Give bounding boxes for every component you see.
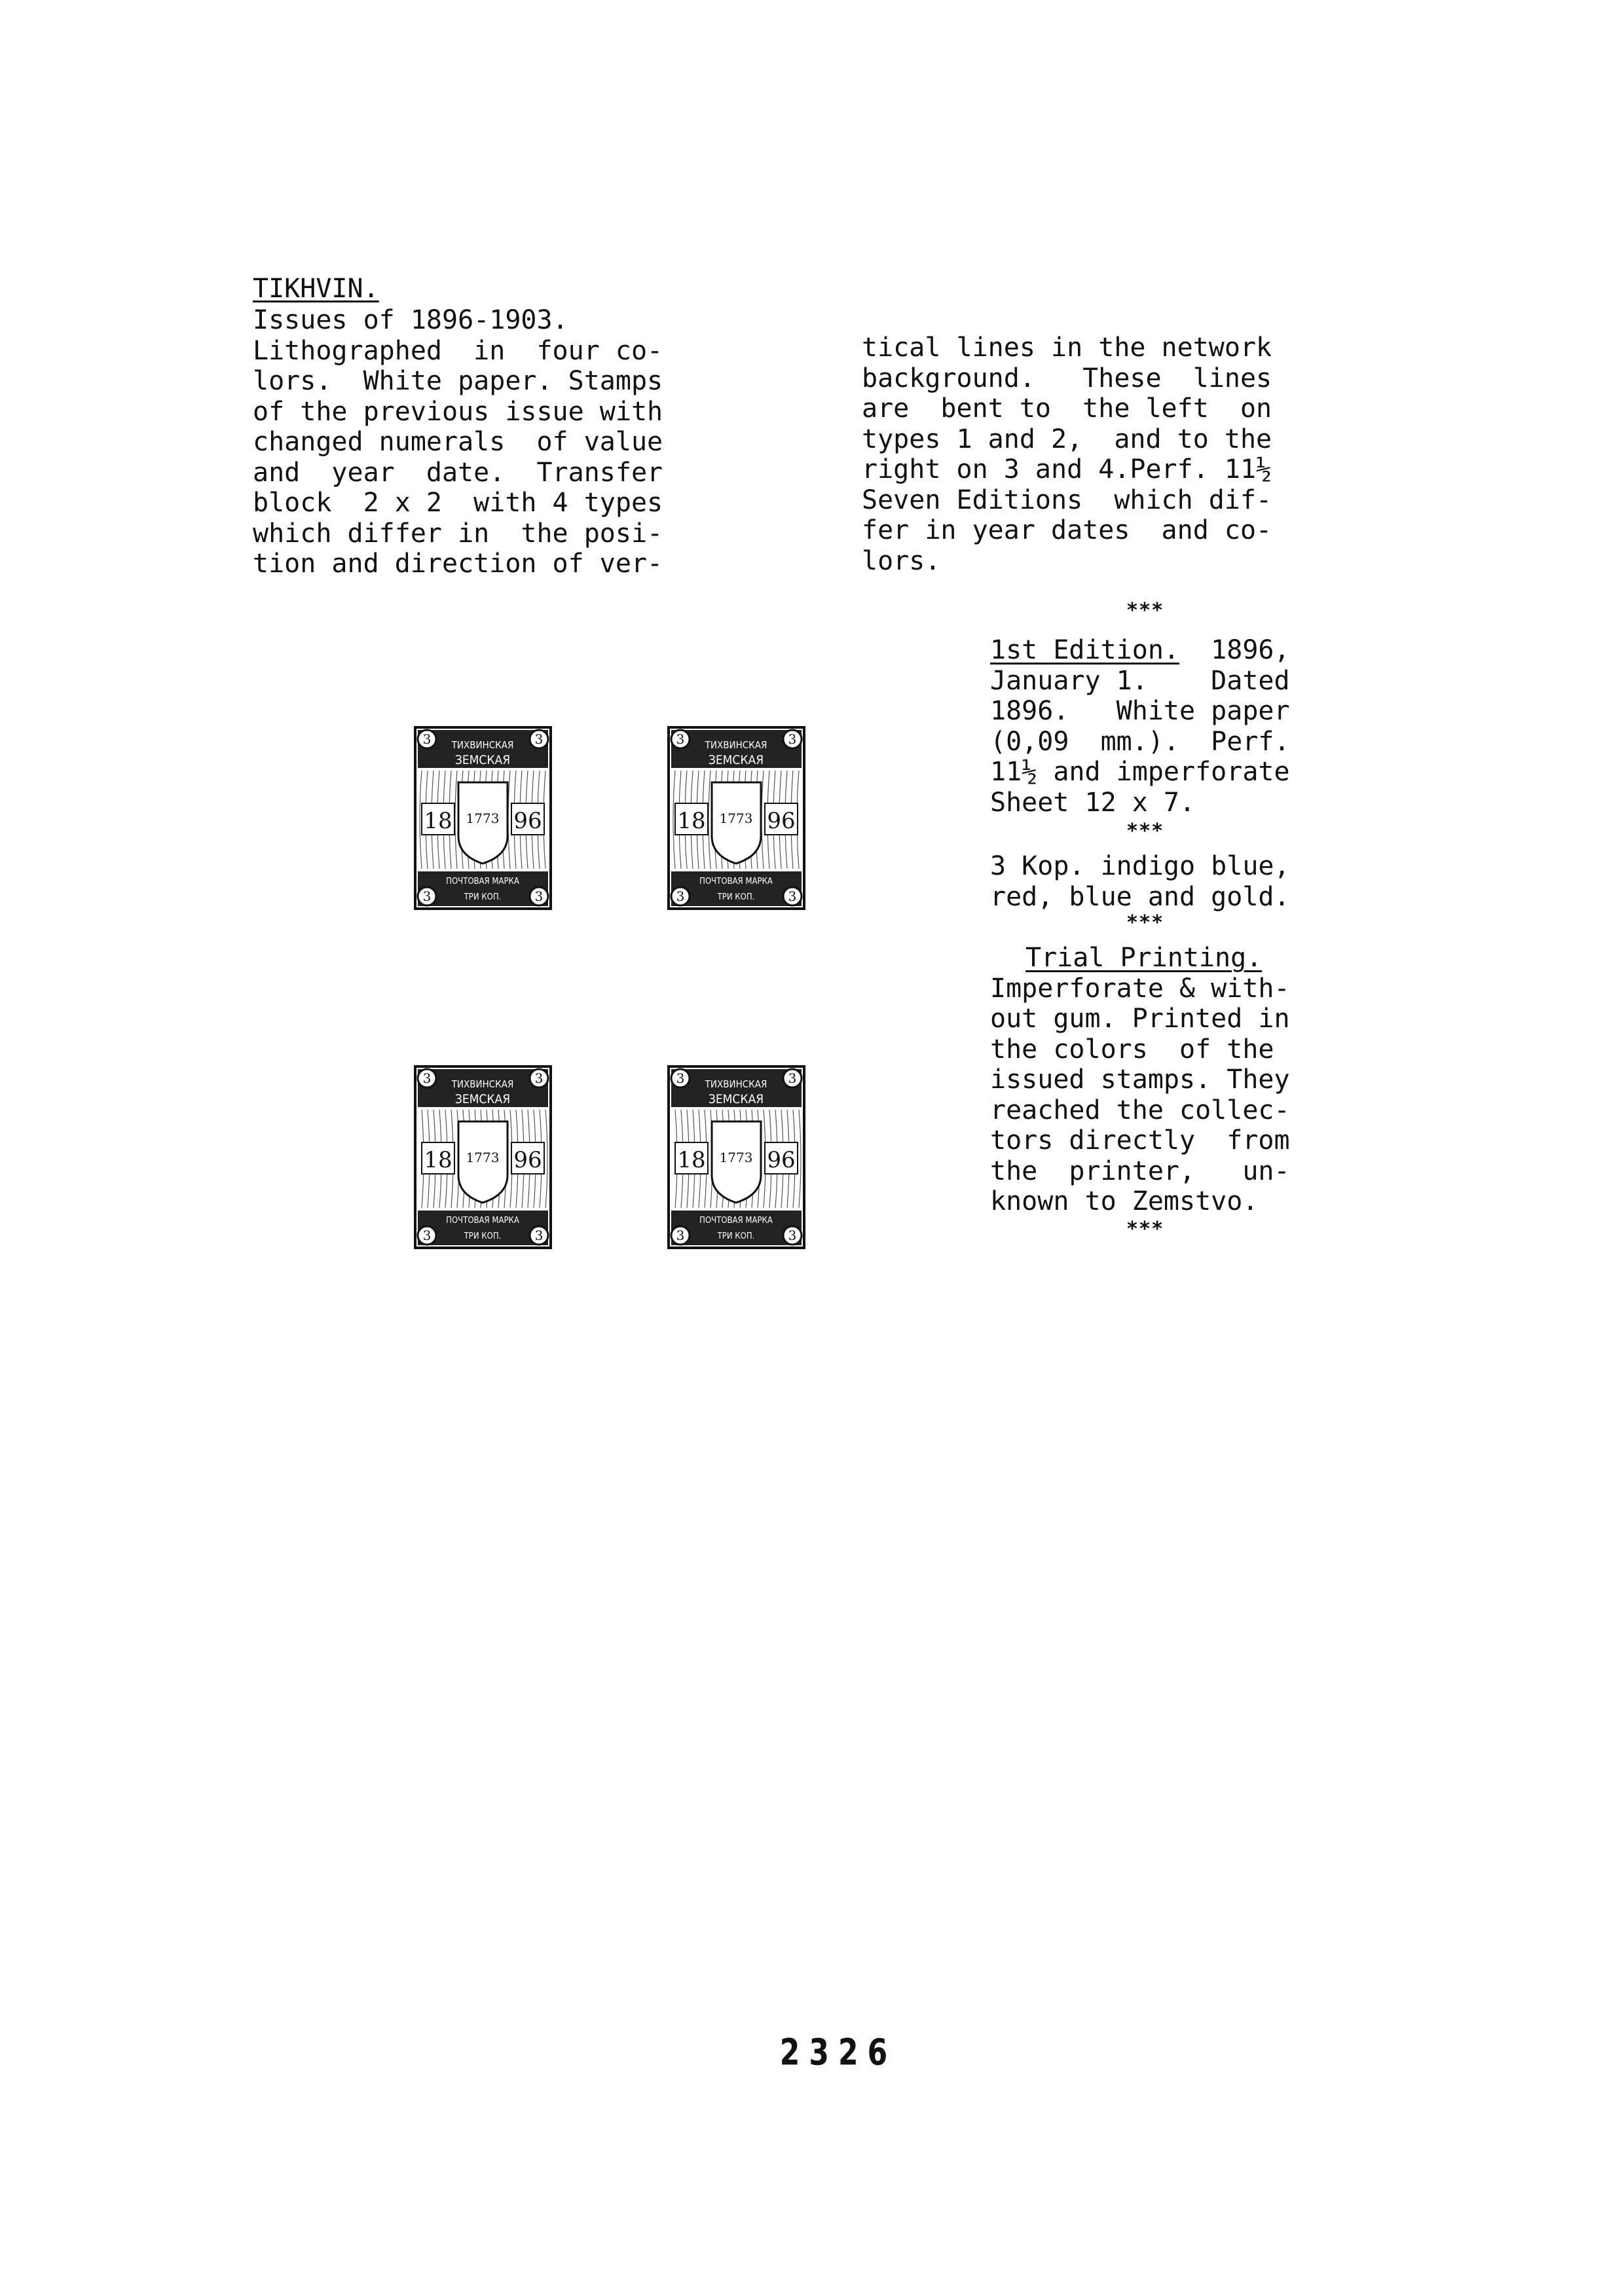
edition-date: 1896, xyxy=(1179,635,1290,665)
svg-text:3: 3 xyxy=(676,731,685,747)
svg-text:ТИХВИНСКАЯ: ТИХВИНСКАЯ xyxy=(451,739,514,751)
svg-text:3: 3 xyxy=(422,1228,432,1243)
svg-text:ЗЕМСКАЯ: ЗЕМСКАЯ xyxy=(708,1092,764,1106)
svg-text:18: 18 xyxy=(424,808,452,834)
svg-text:96: 96 xyxy=(767,808,796,834)
svg-text:ПОЧТОВАЯ МАРКА: ПОЧТОВАЯ МАРКА xyxy=(699,877,773,886)
svg-text:3: 3 xyxy=(788,888,797,904)
stamp-type-4 xyxy=(666,1064,807,1250)
stamp-type-2 xyxy=(666,725,807,911)
section-heading: TIKHVIN. xyxy=(253,274,379,304)
svg-text:18: 18 xyxy=(424,1147,452,1173)
svg-text:ТРИ КОП.: ТРИ КОП. xyxy=(464,892,502,902)
trial-heading: Trial Printing. xyxy=(1025,943,1263,973)
stamp-image xyxy=(666,725,807,911)
svg-text:ПОЧТОВАЯ МАРКА: ПОЧТОВАЯ МАРКА xyxy=(446,877,519,886)
svg-text:ПОЧТОВАЯ МАРКА: ПОЧТОВАЯ МАРКА xyxy=(446,1216,519,1226)
svg-text:3: 3 xyxy=(788,1228,797,1243)
edition-heading: 1st Edition. xyxy=(990,635,1179,665)
separator: *** xyxy=(1126,820,1164,843)
stamp-image xyxy=(413,725,553,911)
svg-text:96: 96 xyxy=(513,808,542,834)
svg-text:96: 96 xyxy=(513,1147,542,1173)
svg-text:ТРИ КОП.: ТРИ КОП. xyxy=(464,1231,502,1241)
edition-body: January 1. Dated 1896. White paper (0,09 mm.). Perf. 11½ and imperforate Sheet 12 x 7. xyxy=(990,665,1290,818)
svg-text:3: 3 xyxy=(676,1070,685,1086)
separator: *** xyxy=(1126,599,1164,622)
svg-text:3: 3 xyxy=(534,731,544,747)
svg-text:1773: 1773 xyxy=(466,811,500,826)
svg-text:3: 3 xyxy=(534,888,544,904)
svg-text:ЗЕМСКАЯ: ЗЕМСКАЯ xyxy=(454,1092,511,1106)
stamp-type-3 xyxy=(413,1064,553,1250)
svg-text:96: 96 xyxy=(767,1147,796,1173)
stamp-type-1 xyxy=(413,725,553,911)
svg-text:ТИХВИНСКАЯ: ТИХВИНСКАЯ xyxy=(705,1078,767,1090)
svg-text:3: 3 xyxy=(534,1228,544,1243)
svg-text:18: 18 xyxy=(677,1147,706,1173)
svg-text:3: 3 xyxy=(788,1070,797,1086)
stamp-image xyxy=(666,1064,807,1250)
svg-text:3: 3 xyxy=(422,731,432,747)
svg-text:3: 3 xyxy=(422,888,432,904)
svg-text:1773: 1773 xyxy=(719,1150,753,1165)
svg-text:ТИХВИНСКАЯ: ТИХВИНСКАЯ xyxy=(451,1078,514,1090)
stamp-values: 3 Kop. indigo blue, red, blue and gold. xyxy=(990,851,1290,912)
svg-text:ЗЕМСКАЯ: ЗЕМСКАЯ xyxy=(708,753,764,767)
svg-text:ТРИ КОП.: ТРИ КОП. xyxy=(717,1231,755,1241)
stamp-image xyxy=(413,1064,553,1250)
separator: *** xyxy=(1126,1218,1164,1241)
separator: *** xyxy=(1126,911,1164,934)
svg-text:ПОЧТОВАЯ МАРКА: ПОЧТОВАЯ МАРКА xyxy=(699,1216,773,1226)
svg-text:3: 3 xyxy=(676,888,685,904)
svg-text:ЗЕМСКАЯ: ЗЕМСКАЯ xyxy=(454,753,511,767)
svg-text:3: 3 xyxy=(534,1070,544,1086)
intro-text-right: tical lines in the network background. These lines are bent to the left on types 1 and 2, and to the right on 3 and 4.Perf. 11½ Seven Editions which dif- fer in year dates and co- lors. xyxy=(862,333,1272,576)
svg-text:18: 18 xyxy=(677,808,706,834)
svg-text:1773: 1773 xyxy=(719,811,753,826)
trial-block xyxy=(990,943,1290,1217)
svg-text:ТИХВИНСКАЯ: ТИХВИНСКАЯ xyxy=(705,739,767,751)
edition-block xyxy=(990,635,1290,818)
svg-text:ТРИ КОП.: ТРИ КОП. xyxy=(717,892,755,902)
svg-text:3: 3 xyxy=(422,1070,432,1086)
svg-text:3: 3 xyxy=(676,1228,685,1243)
page-number: 2326 xyxy=(779,2032,897,2074)
intro-text-left: Issues of 1896-1903. Lithographed in four co- lors. White paper. Stamps of the previous issue with changed numerals of value and year date. Transfer block 2 x 2 with 4 types which differ in the posi- tion and direction of ver- xyxy=(253,305,663,579)
svg-text:1773: 1773 xyxy=(466,1150,500,1165)
trial-body: Imperforate & with- out gum. Printed in the colors of the issued stamps. They reached the collec- tors directly from the printer, un- known to Zemstvo. xyxy=(990,973,1290,1216)
svg-text:3: 3 xyxy=(788,731,797,747)
